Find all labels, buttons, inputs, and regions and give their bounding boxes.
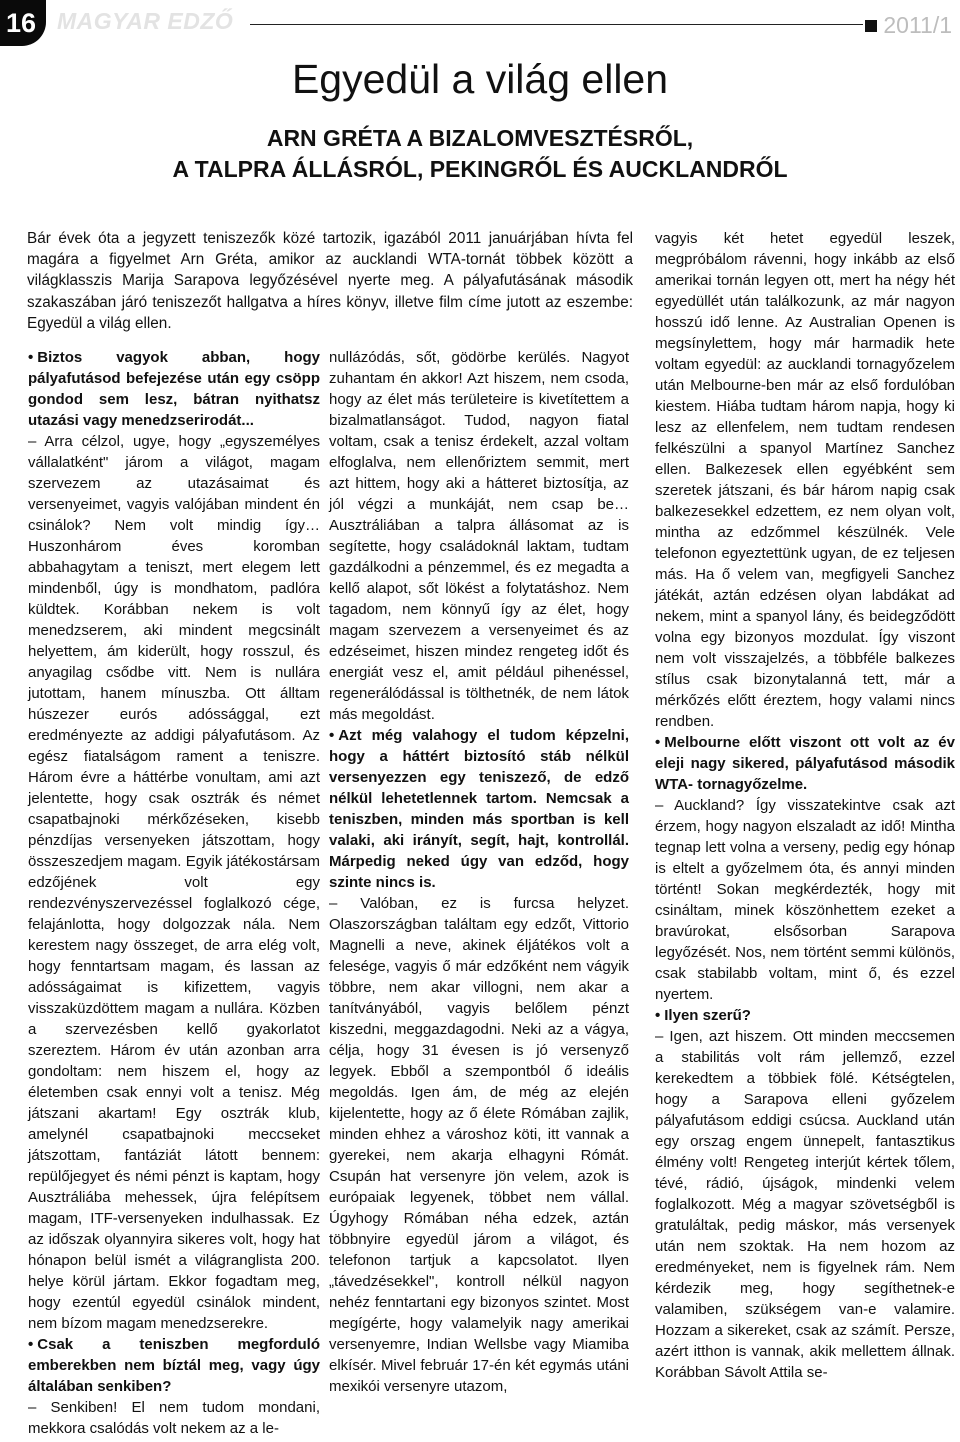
page-number: 16 bbox=[0, 0, 46, 46]
bullet-icon: • bbox=[329, 727, 335, 744]
question-paragraph bbox=[655, 1005, 955, 1026]
bullet-icon: • bbox=[655, 1007, 661, 1024]
header-rule bbox=[250, 24, 863, 25]
question-text: Azt még valahogy el tudom képzelni, hogy a háttért biztosító stáb nélkül versenyezzen egy teniszező, de edző nélkül lehetetlennek tartom. Nemcsak a teniszben, minden más sportban is kell valaki, aki irányít, segít, hajt, kontrollál. Márpedig neked úgy van edződ, hogy szinte nincs is. bbox=[329, 727, 629, 891]
subtitle-line-2: A TALPRA ÁLLÁSRÓL, PEKINGRŐL ÉS AUCKLANDRŐL bbox=[172, 156, 788, 182]
bullet-icon: • bbox=[28, 1336, 34, 1353]
article-title: Egyedül a világ ellen bbox=[291, 56, 669, 102]
question-text: Csak a teniszben megforduló emberekben nem bíztál meg, vagy úgy általában senkiben? bbox=[28, 1336, 320, 1395]
question-paragraph bbox=[655, 732, 955, 795]
answer-paragraph: nullázódás, sőt, gödörbe kerülés. Nagyot zuhantam én akkor! Azt hiszem, nem csoda, hogy az élet más területeire is kivetítettem a bizalmatlanságot. Tudod, nagyon fiatal voltam, csak a tenisz érdekelt, azzal voltam elfoglalva, nem ellenőriztem semmit, mert azt hittem, hogy aki a hátteret biztosítja, az jól végzi a munkáját, nem csap be… Ausztráliában a talpra állásomat az is segítette, hogy családoknál laktam, tudtam gazdálkodni a pénzemmel, és ez megadta a kellő alapot, sőt lökést a folytatáshoz. Nem tagadom, nem könnyű így az élet, hogy magam szervezem a versenyeimet és az edzéseimet, hiszen mindez rengeteg időt és energiát vesz el, amit például pihenéssel, regenerálódással is tölthetnék, de nem látok más megoldást. bbox=[329, 349, 629, 723]
answer-paragraph: – Senkiben! El nem tudom mondani, mekkora csalódás volt nekem az a le- bbox=[28, 1399, 320, 1437]
bullet-icon: • bbox=[655, 734, 661, 751]
answer-paragraph: – Auckland? Így visszatekintve csak azt érzem, hogy nagyon elszaladt az idő! Mintha tegnap lett volna a verseny, pedig egy hónap is eltelt a győzelmem óta, és annyi minden történt! Sokan megkérdezték, hogy mit csináltam, minek köszönhettem ezeket a bravúrokat, elsősorban Sarapova legyőzését. Nos, nem történt semmi különös, csak stabilabb voltam, mint ő, és ezzel nyertem. bbox=[655, 797, 955, 1003]
square-bullet-icon bbox=[865, 20, 877, 32]
article-lead bbox=[27, 228, 633, 334]
question-paragraph bbox=[329, 725, 629, 893]
question-text: Ilyen szerű? bbox=[664, 1007, 751, 1024]
answer-paragraph: – Valóban, ez is furcsa helyzet. Olaszországban találtam egy edzőt, Vittorio Magnelli a neve, akinek éljátékos volt a felesége, vagyis ő már edzőként nem vágyik többre, nem akar villogni, nem akar a tanítványából, vagyis belőlem pénzt kiszedni, meggazdagodni. Neki az a vágya, célja, hogy 31 évesen is jó versenyző legyek. Ebből a szempontból ő ideális megoldás. Igen ám, de még az elején kijelentette, hogy az ő élete Rómában zajlik, minden ehhez a városhoz köti, itt vannak a gyerekei, nem akarja elhagyni Rómát. Csupán hat versenyre jön velem, azok is európaiak legyenek, többet nem vállal. Úgyhogy Rómában néha edzek, aztán többnyire egyedül járom a világot, és telefonon tartjuk a kapcsolatot. Ilyen „távedzésekkel", kontroll nélkül nagyon nehéz fenntartani egy bizonyos szintet. Most megígérte, hogy valamelyik nagy amerikai versenyemre, Indian Wellsbe vagy Miamiba elkísér. Mivel február 17-én két egymás utáni mexikói versenyre utazom, bbox=[329, 895, 629, 1395]
question-paragraph bbox=[28, 1334, 320, 1397]
answer-paragraph: vagyis két hetet egyedül leszek, megpróbálom rávenni, hogy inkább az első amerikai tornán legyen ott, mert ha négy hét egyedüllét után találkozunk, az már nagyon hosszú idő lenne. Az Australian Openen is megsínylettem, hogy már harmadik hete voltam egyedül: az aucklandi tornagyőzelem után Melbourne-ben már az első fordulóban kiestem. Hiába tudtam három napja, hogy ki lesz az ellenfelem, nem tudtam rendesen felkészülni a spanyol Martínez Sanchez ellen. Balkezesek ellen egyébként sem szeretek játszani, és bár három napig csak balkezesekkel edzettem, ez nem olyan volt, mintha az edzőmmel készülnék. Vele telefonon egyeztettünk ugyan, de ez teljesen más. Ha ő velem van, megfigyeli Sanchez játékát, aztán edzésen olyan labdákat ad nekem, mint a spanyol lány, és beidegződött volna egy bizonyos mozdulat. Így viszont nem volt visszajelzés, a többféle balkezes stílus csak bizonytalanná tett, már a mérkőzés előtt éreztem, hogy valami nincs rendben. bbox=[655, 230, 955, 730]
article-subtitle bbox=[0, 123, 960, 185]
column-3 bbox=[655, 228, 955, 1383]
issue-label bbox=[865, 12, 952, 39]
lead-paragraph: Bár évek óta a jegyzett teniszezők közé tartozik, igazából 2011 januárjában hívta fel magára a figyelmet Arn Gréta, amikor az aucklandi WTA-tornát többek között a világklasszis Marija Sarapova legyőzésével nyerte meg. A pályafutásának második szakaszában járó teniszezőt hallgatva a híres könyv, illetve film címe jutott az eszembe: Egyedül a világ ellen. bbox=[27, 230, 633, 332]
question-text: Biztos vagyok abban, hogy pályafutásod befejezése után egy csöpp gondod sem lesz, bátran nyithatsz utazási vagy menedzserirodát... bbox=[28, 349, 320, 429]
question-paragraph bbox=[28, 347, 320, 431]
masthead-logo: MAGYAR EDZŐ bbox=[57, 8, 234, 34]
column-2 bbox=[329, 347, 629, 1397]
answer-paragraph: – Igen, azt hiszem. Ott minden meccsemen a stabilitás volt rám jellemző, ezzel kerekedtem a többiek fölé. Kétségtelen, hogy a Sarapova elleni győzelem pályafutásom eddigi csúcsa. Auckland után egy orszag engem ünnepelt, fantasztikus élmény volt! Rengeteg interjút kértek tőlem, tévé, rádió, újságok, mindenki velem foglalkozott. Még a magyar szövetségből is gratuláltak, pedig máskor, más versenyek után nem szoktak. Ha nem hozom az eredményeket, nem is figyelnek rám. Nem kérdezik meg, hogy segíthetnek-e valamiben, szükségem van-e valamire. Hozzam a sikereket, csak az számít. Persze, azért itthon is vannak, akik mellettem állnak. Korábban Sávolt Attila se- bbox=[655, 1028, 955, 1381]
question-text: Melbourne előtt viszont ott volt az év eleji nagy sikered, pályafutásod második WTA- tornagyőzelme. bbox=[655, 734, 955, 793]
answer-paragraph: – Arra célzol, ugye, hogy „egyszemélyes vállalatként" járom a világot, magam szervezem az utazásaimat és versenyeimet, vagyis valójában mindent én csinálok? Nem volt mindig így… Huszonhárom éves koromban abbahagytam a teniszt, mert elegem lett mindenből, úgy is mondhatom, padlóra küldtek. Korábban nekem is volt menedzserem, aki mindent megcsinált helyettem, ám kiderült, hogy rosszul, és anyagilag csődbe vitt. Nem is nullára jutottam, hanem mínuszba. Ott álltam húszezer eurós adóssággal, ezt eredményezte az addigi pályafutásom. Az egész fiatalságom rament a teniszre. Három évre a háttérbe vonultam, ami azt jelentette, hogy csak osztrák és német csapatbajnoki mérkőzéseken, kisebb pénzdíjas versenyeken játszottam, hogy összeszedjem magam. Egyik játékostársam edzőjének volt egy rendezvényszervezéssel foglalkozó cége, felajánlotta, hogy dolgozzak nála. Nem kerestem nagy összeget, de arra elég volt, hogy fenntartsam magam, és lassan az adósságaimat is kifizettem, vagyis visszaküzdöttem magam a nullára. Közben a szervezésben kellő gyakorlatot szereztem. Három év után azonban arra gondoltam: nem hiszem el, hogy az életemben csak ennyi volt a tenisz. Még játszani akartam! Egy osztrák klub, amelynél csapatbajnoki meccseket játszottam, fantáziát látott bennem: repülőjegyet és némi pénzt is kaptam, hogy Ausztráliába mehessek, újra felépítsem magam, ITF-versenyeken indulhassak. Ez az időszak olyannyira sikeres volt, hogy hat hónapon belül ismét a világranglista 200. helye körül jártam. Ekkor fogadtam meg, hogy ezentúl egyedül csinálok mindent, nem bízom magam menedzserekre. bbox=[28, 433, 320, 1332]
bullet-icon: • bbox=[28, 349, 34, 366]
issue-number: 2011/1 bbox=[883, 12, 952, 38]
page-header bbox=[0, 0, 960, 48]
column-1 bbox=[28, 347, 320, 1439]
subtitle-line-1: ARN GRÉTA A BIZALOMVESZTÉSRŐL, bbox=[266, 125, 694, 151]
